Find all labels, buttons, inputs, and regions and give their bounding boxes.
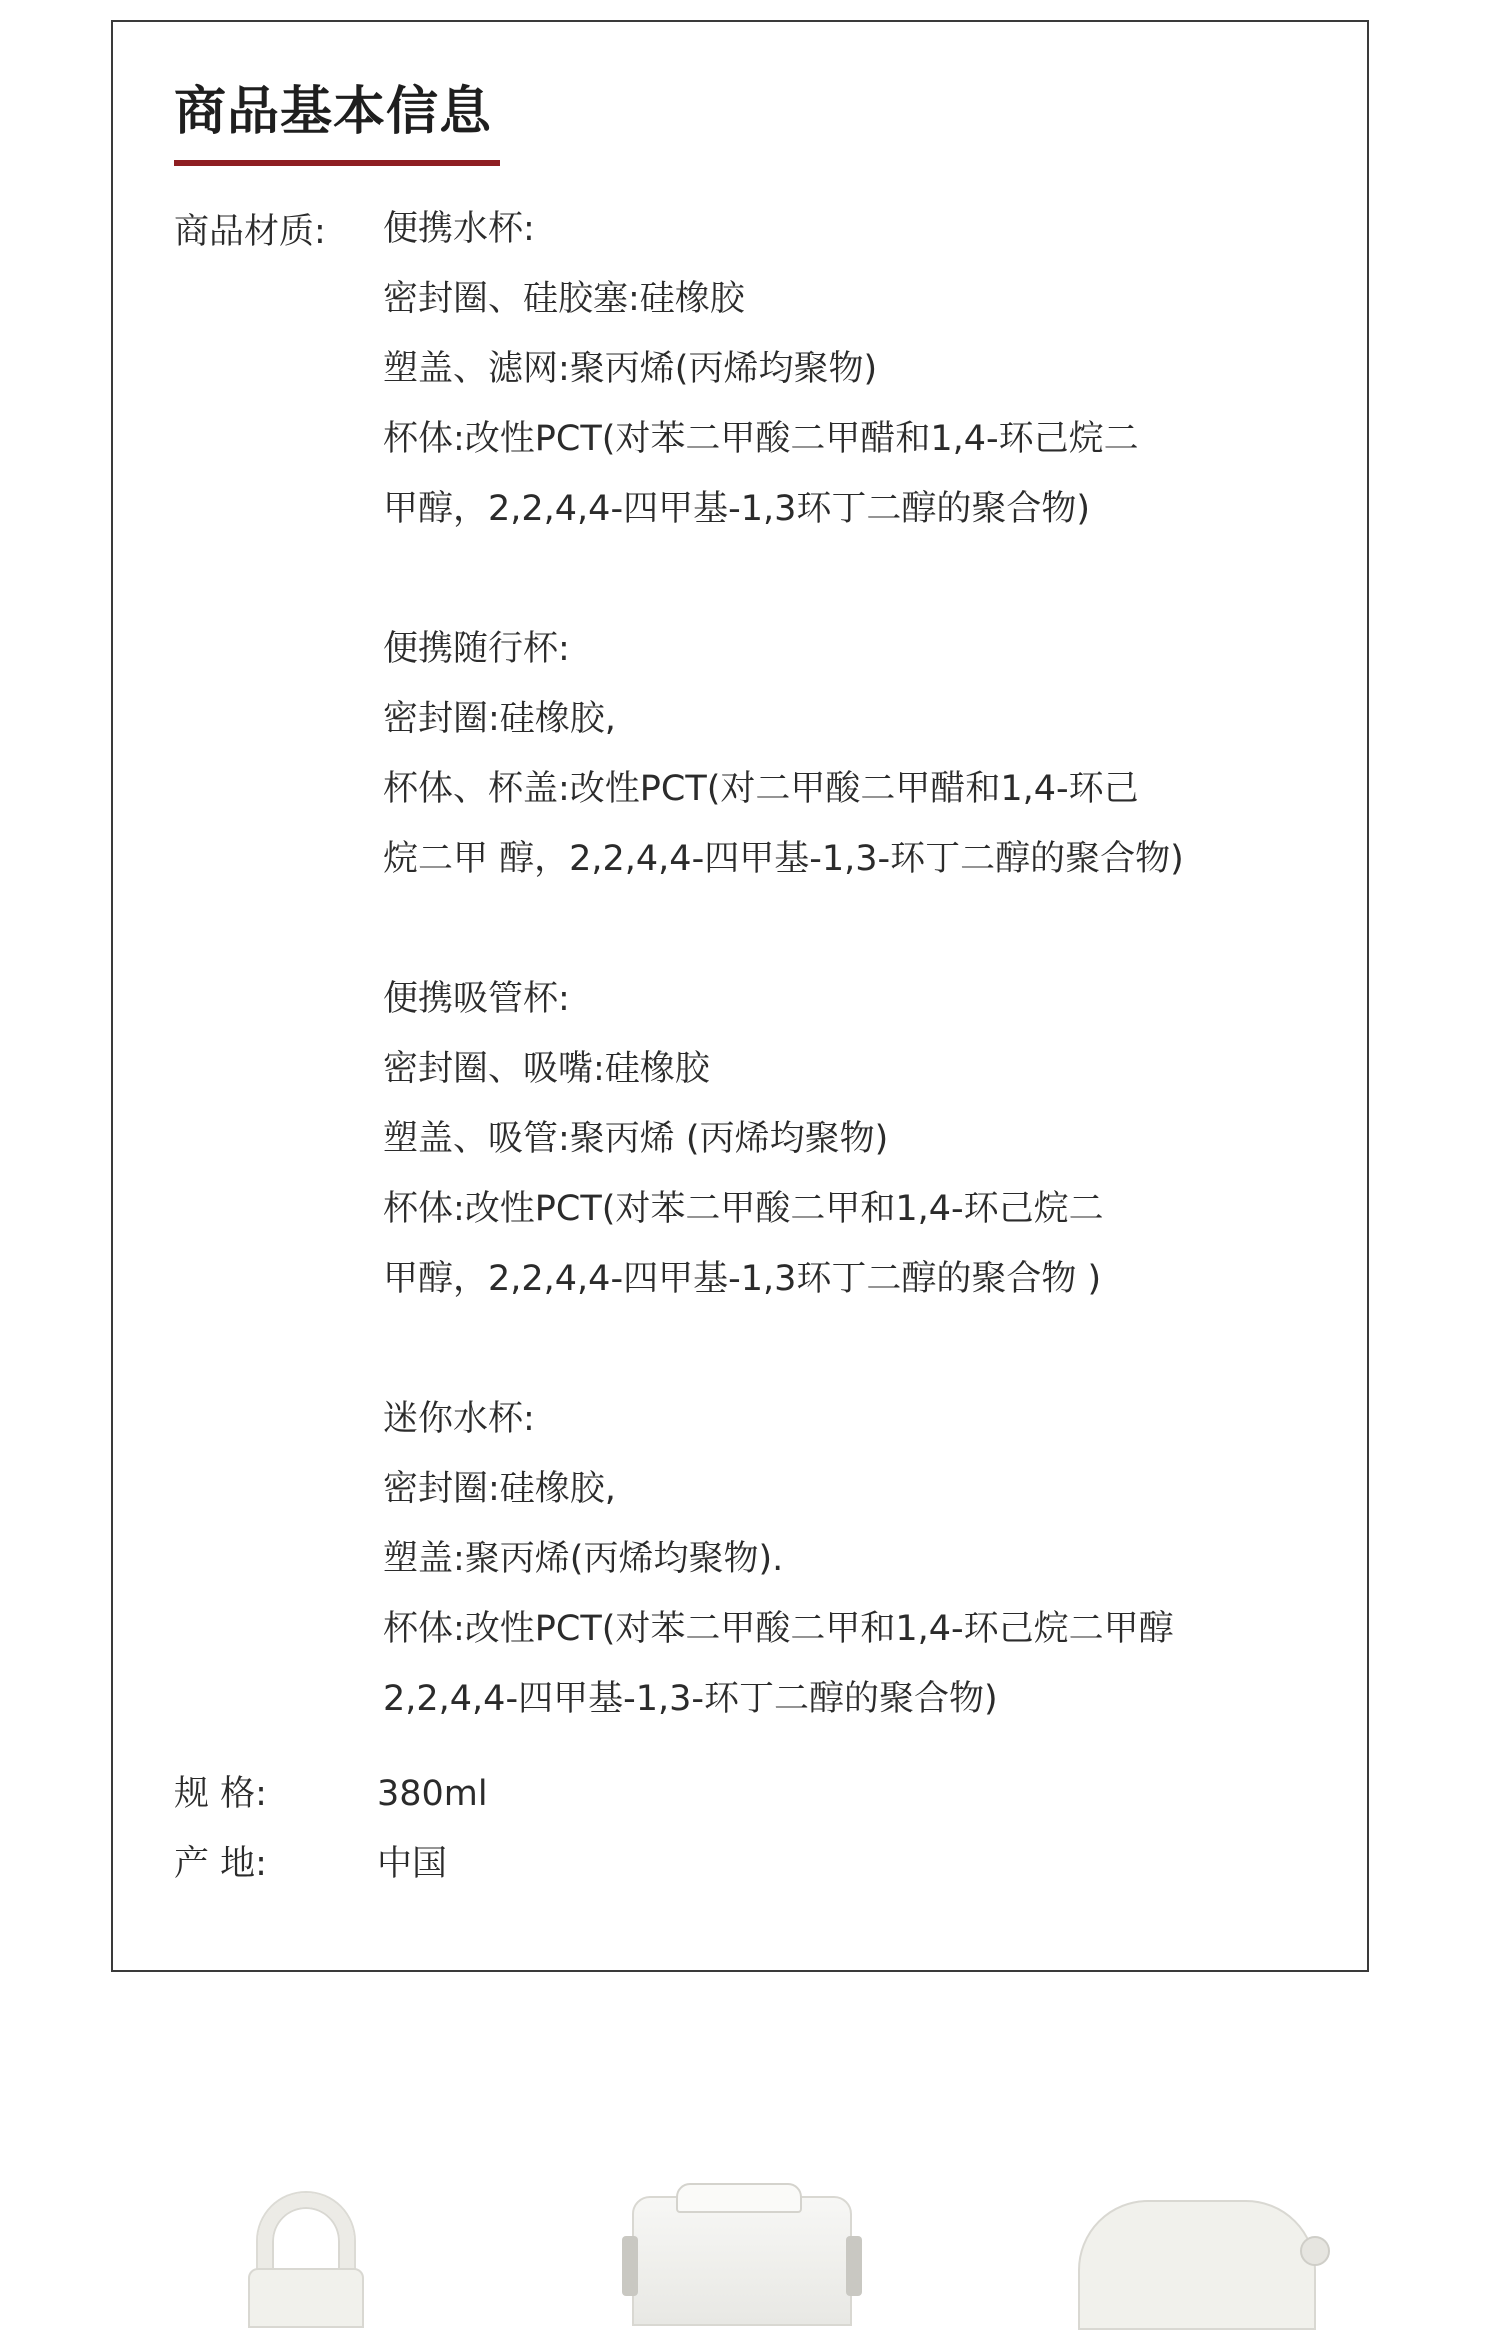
material-line: 密封圈、硅胶塞:硅橡胶 (383, 279, 745, 319)
material-line: 密封圈、吸嘴:硅橡胶 (383, 1049, 710, 1089)
material-line: 塑盖:聚丙烯(丙烯均聚物). (383, 1539, 784, 1579)
material-line: 塑盖、滤网:聚丙烯(丙烯均聚物) (383, 349, 878, 389)
mini-cup-knob-image (1300, 2236, 1330, 2266)
material-line: 便携水杯: (383, 209, 535, 249)
material-line: 杯体、杯盖:改性PCT(对二甲酸二甲醋和1,4-环己 (383, 769, 1139, 809)
material-line: 2,2,4,4-四甲基-1,3-环丁二醇的聚合物) (383, 1679, 998, 1719)
title-underline (174, 160, 500, 166)
portable-cup-image (248, 2268, 364, 2328)
product-info-panel (111, 20, 1369, 1972)
spec-label: 规 格: (174, 1774, 267, 1814)
material-line: 杯体:改性PCT(对苯二甲酸二甲和1,4-环己烷二甲醇 (383, 1609, 1174, 1649)
section-title: 商品基本信息 (174, 82, 493, 142)
material-line: 便携吸管杯: (383, 979, 570, 1019)
material-line: 密封圈:硅橡胶, (383, 699, 616, 739)
material-line: 迷你水杯: (383, 1399, 535, 1439)
spec-value: 380ml (377, 1774, 488, 1814)
straw-cup-clip-image (622, 2236, 638, 2296)
straw-cup-image (632, 2196, 852, 2326)
origin-value: 中国 (377, 1844, 448, 1884)
material-line: 塑盖、吸管:聚丙烯 (丙烯均聚物) (383, 1119, 889, 1159)
material-label: 商品材质: (174, 212, 326, 252)
straw-cup-lid-image (676, 2183, 802, 2213)
material-line: 杯体:改性PCT(对苯二甲酸二甲醋和1,4-环己烷二 (383, 419, 1139, 459)
material-line: 密封圈:硅橡胶, (383, 1469, 616, 1509)
straw-cup-clip-image (846, 2236, 862, 2296)
material-line: 甲醇，2,2,4,4-四甲基-1,3环丁二醇的聚合物) (383, 489, 1091, 529)
origin-label: 产 地: (174, 1844, 267, 1884)
material-line: 烷二甲 醇，2,2,4,4-四甲基-1,3-环丁二醇的聚合物) (383, 839, 1184, 879)
material-line: 甲醇，2,2,4,4-四甲基-1,3环丁二醇的聚合物 ) (383, 1259, 1102, 1299)
material-line: 便携随行杯: (383, 629, 570, 669)
material-line: 杯体:改性PCT(对苯二甲酸二甲和1,4-环己烷二 (383, 1189, 1104, 1229)
mini-cup-image (1078, 2200, 1316, 2330)
